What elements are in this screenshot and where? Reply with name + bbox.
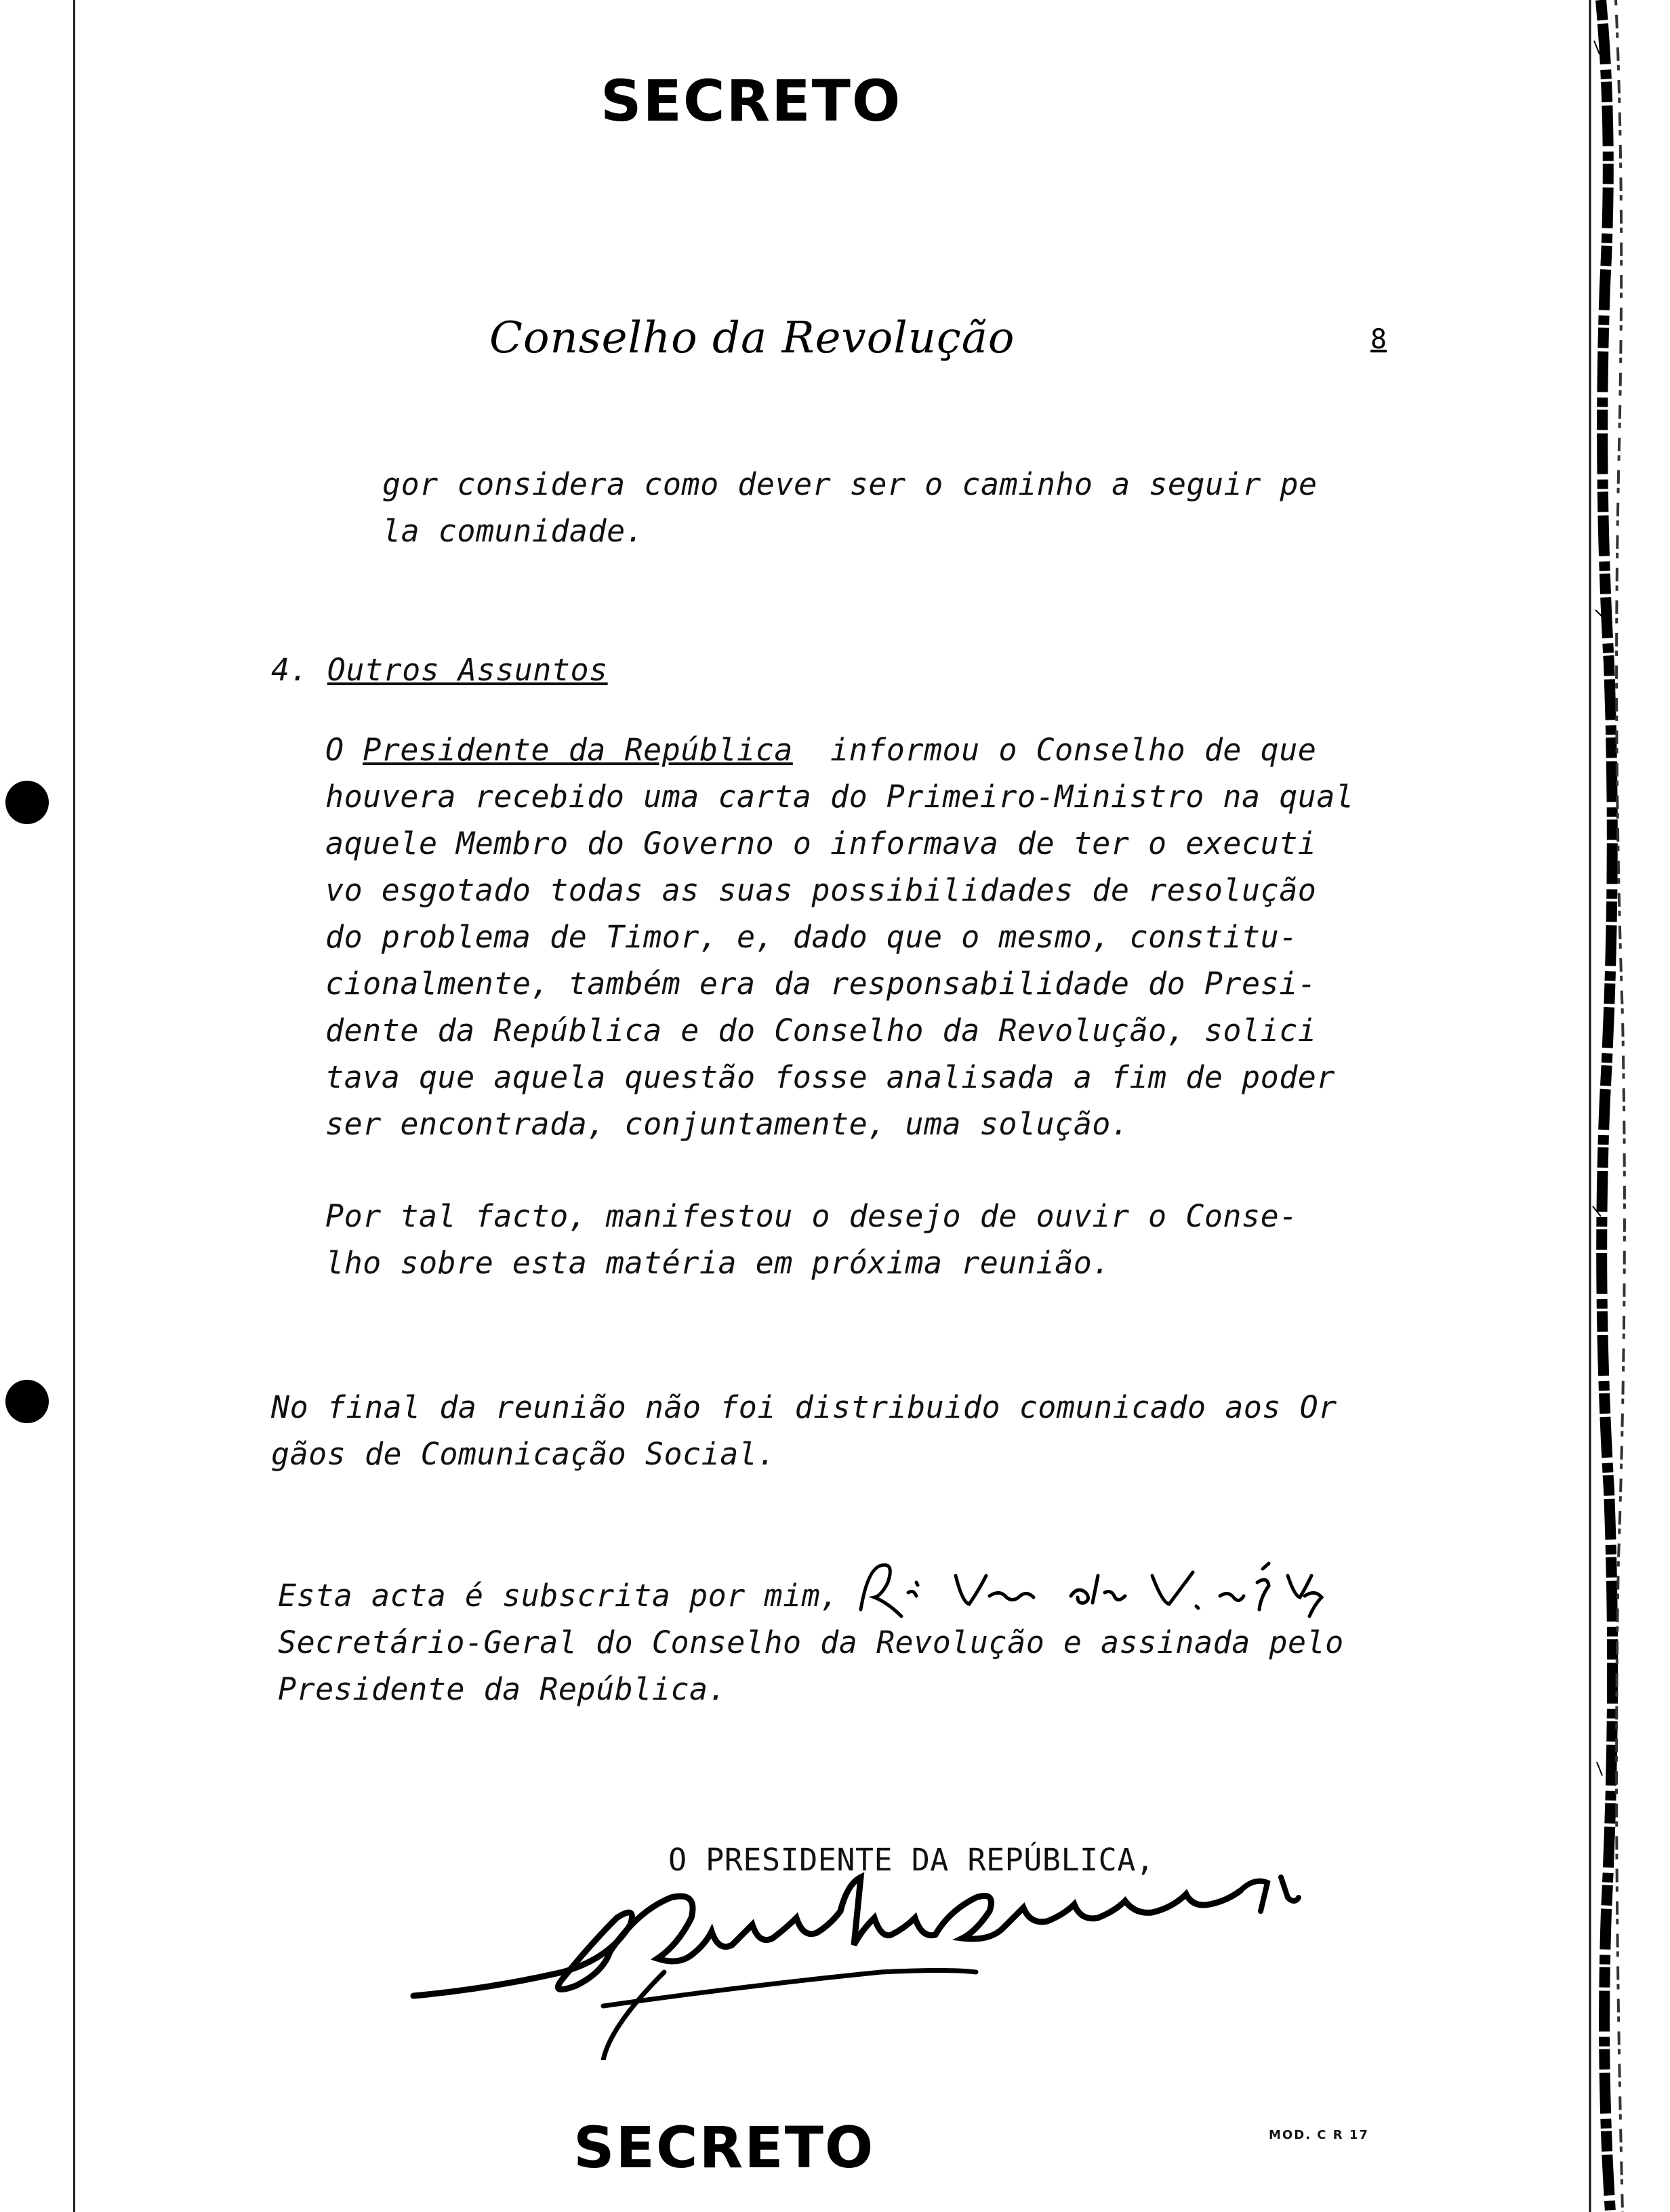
text-line: houvera recebido uma carta do Primeiro-Ministro na qual xyxy=(325,779,1354,815)
classification-stamp-top: SECRETO xyxy=(600,68,902,134)
president-signature xyxy=(407,1870,1301,2060)
paragraph-president-report xyxy=(325,726,1354,1147)
text-line: do problema de Timor, e, dado que o mesmo, constitu- xyxy=(325,919,1298,955)
text-line: gor considera como dever ser o caminho a seguir pe xyxy=(382,466,1318,502)
section-heading xyxy=(271,647,608,693)
subscription-line: Secretário-Geral do Conselho da Revolução e assinada pelo xyxy=(278,1624,1344,1660)
text-fragment: O xyxy=(325,732,363,768)
text-line: ser encontrada, conjuntamente, uma solução. xyxy=(325,1106,1130,1142)
text-line: lho sobre esta matéria em próxima reunião. xyxy=(325,1245,1111,1281)
continuation-text xyxy=(382,461,1318,554)
closing-note xyxy=(271,1384,1337,1477)
text-line: cionalmente, também era da responsabilidade do Presi- xyxy=(325,966,1317,1002)
subscription-lead: Esta acta é subscrita por mim, xyxy=(278,1578,839,1614)
page-number: 8 xyxy=(1370,324,1387,355)
form-code: MOD. C R 17 xyxy=(1269,2128,1369,2142)
text-line: No final da reunião não foi distribuido comunicado aos Or xyxy=(271,1389,1337,1425)
text-line: tava que aquela questão fosse analisada a fim de poder xyxy=(325,1059,1335,1095)
text-line: aquele Membro do Governo o informava de ter o executi xyxy=(325,825,1317,861)
binding-margin-line xyxy=(73,0,75,2212)
text-line: dente da República e do Conselho da Revolução, solici xyxy=(325,1012,1317,1048)
letterhead: Conselho da Revolução xyxy=(489,313,1015,363)
punch-hole-upper xyxy=(5,781,49,824)
text-line: gãos de Comunicação Social. xyxy=(271,1436,776,1472)
classification-stamp-bottom: SECRETO xyxy=(573,2114,875,2181)
subscription-line: Presidente da República. xyxy=(278,1671,727,1707)
scanned-binding-edge xyxy=(1586,0,1667,2212)
signatory-title: O PRESIDENTE DA REPÚBLICA, xyxy=(668,1842,1155,1878)
text-line: la comunidade. xyxy=(382,513,645,549)
section-number: 4. xyxy=(271,652,309,688)
underlined-subject: Presidente da República xyxy=(363,732,793,768)
section-title: Outros Assuntos xyxy=(327,652,608,688)
punch-hole-lower xyxy=(5,1380,49,1423)
text-line: Por tal facto, manifestou o desejo de ouvir o Conse- xyxy=(325,1198,1298,1234)
text-line: vo esgotado todas as suas possibilidades de resolução xyxy=(325,872,1317,908)
paragraph-council-consultation xyxy=(325,1193,1298,1286)
text-fragment: informou o Conselho de que xyxy=(792,732,1317,768)
